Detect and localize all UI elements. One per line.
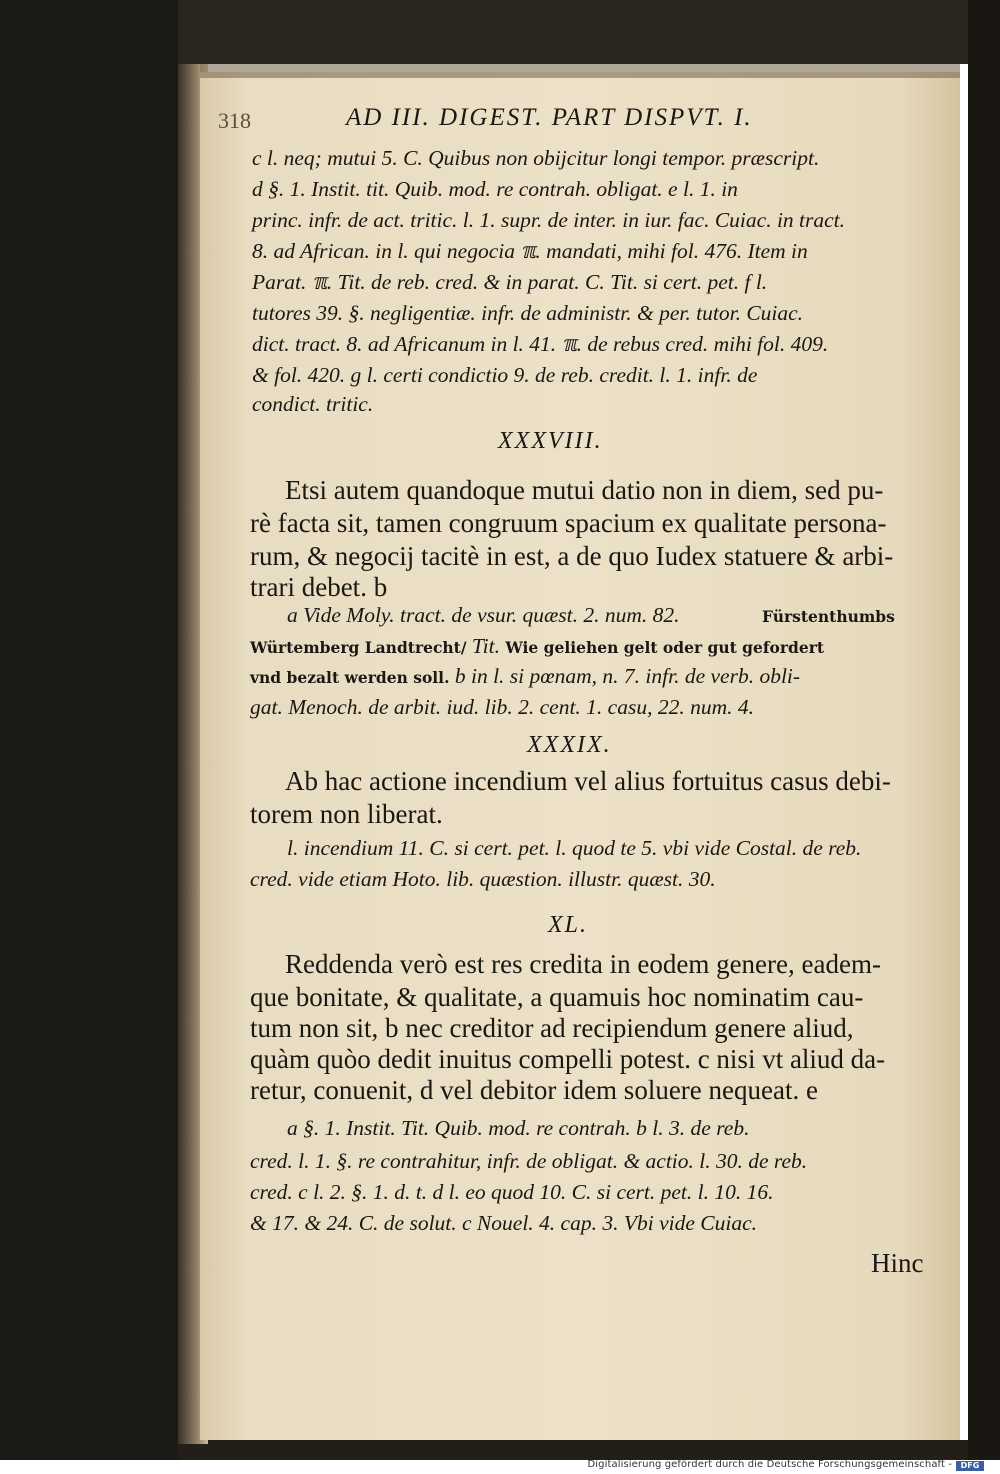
section-heading: XL. [548, 912, 589, 938]
blackletter-text: Wie geliehen gelt oder gut gefordert [505, 638, 825, 657]
note-line: c l. neq; mutui 5. C. Quibus non obijcitur longi tempor. præscript. [252, 146, 820, 170]
catchword: Hinc [871, 1248, 924, 1278]
note-line: a Vide Moly. tract. de vsur. quæst. 2. num. 82. [287, 603, 680, 627]
body-line: que bonitate, & qualitate, a quamuis hoc nominatim cau- [250, 982, 864, 1012]
body-line: Reddenda verò est res credita in eodem genere, eadem- [285, 949, 881, 979]
note-line: Parat. ℼ. Tit. de reb. cred. & in parat. C. Tit. si cert. pet. f l. [252, 270, 768, 294]
note-line: & 17. & 24. C. de solut. c Nouel. 4. cap. 3. Vbi vide Cuiac. [250, 1211, 757, 1235]
section-heading: XXXVIII. [498, 428, 603, 454]
note-line: a §. 1. Instit. Tit. Quib. mod. re contrah. b l. 3. de reb. [287, 1116, 750, 1140]
paper-top-shade [200, 64, 960, 78]
note-line: cred. c l. 2. §. 1. d. t. d l. eo quod 10. C. si cert. pet. l. 10. 16. [250, 1180, 774, 1204]
running-head: AD III. DIGEST. PART DISPVT. I. [346, 104, 753, 131]
scan-border-left [0, 0, 178, 1474]
body-line: quàm quòo dedit inuitus compelli potest. c nisi vt aliud da- [250, 1044, 886, 1074]
note-line: cred. vide etiam Hoto. lib. quæstion. illustr. quæst. 30. [250, 867, 716, 891]
note-line: dict. tract. 8. ad Africanum in l. 41. ℼ. de rebus cred. mihi fol. 409. [252, 332, 829, 356]
blackletter-text: Würtemberg Landtrecht/ [250, 638, 467, 657]
body-line: tum non sit, b nec creditor ad recipiendum genere aliud, [250, 1013, 854, 1043]
body-line: retur, conuenit, d vel debitor idem soluere nequeat. e [250, 1075, 818, 1105]
funding-notice: Digitalisierung gefördert durch die Deutsche Forschungsgemeinschaft - [587, 1459, 952, 1470]
note-line: d §. 1. Instit. tit. Quib. mod. re contrah. obligat. e l. 1. in [252, 177, 738, 201]
body-line: rum, & negocij tacitè in est, a de quo Iudex statuere & arbi- [250, 541, 894, 571]
body-line: torem non liberat. [250, 799, 443, 829]
note-line: l. incendium 11. C. si cert. pet. l. quod te 5. vbi vide Costal. de reb. [287, 836, 862, 860]
note-text: Tit. [466, 634, 506, 658]
body-line: trari debet. b [250, 572, 388, 602]
note-line: tutores 39. §. negligentiæ. infr. de administr. & per. tutor. Cuiac. [252, 301, 804, 325]
body-line: rè facta sit, tamen congruum spacium ex qualitate persona- [250, 508, 887, 538]
page-number: 318 [218, 108, 251, 133]
body-line: Ab hac actione incendium vel alius fortuitus casus debi- [285, 766, 891, 796]
dfg-logo[interactable]: DFG [956, 1461, 984, 1471]
body-line: Etsi autem quandoque mutui datio non in diem, sed pu- [285, 475, 884, 505]
blackletter-text: vnd bezalt werden soll. [250, 668, 450, 687]
note-text: b in l. si pœnam, n. 7. infr. de verb. obli- [449, 664, 801, 688]
blackletter-text: Fürstenthumbs [762, 607, 895, 626]
note-line: cred. l. 1. §. re contrahitur, infr. de obligat. & actio. l. 30. de reb. [250, 1149, 808, 1173]
note-line-mixed [250, 634, 824, 659]
section-heading: XXXIX. [527, 732, 612, 758]
note-line-mixed [250, 664, 800, 689]
note-line: condict. tritic. [252, 392, 374, 416]
scan-border-bottom [178, 1440, 968, 1460]
note-line: & fol. 420. g l. certi condictio 9. de reb. credit. l. 1. infr. de [252, 363, 758, 387]
scan-border-top [178, 0, 968, 64]
scan-border-right [968, 0, 1000, 1474]
note-line: princ. infr. de act. tritic. l. 1. supr. de inter. in iur. fac. Cuiac. in tract. [252, 208, 846, 232]
note-line: gat. Menoch. de arbit. iud. lib. 2. cent. 1. casu, 22. num. 4. [250, 695, 754, 719]
note-line: 8. ad African. in l. qui negocia ℼ. mandati, mihi fol. 476. Item in [252, 239, 808, 263]
